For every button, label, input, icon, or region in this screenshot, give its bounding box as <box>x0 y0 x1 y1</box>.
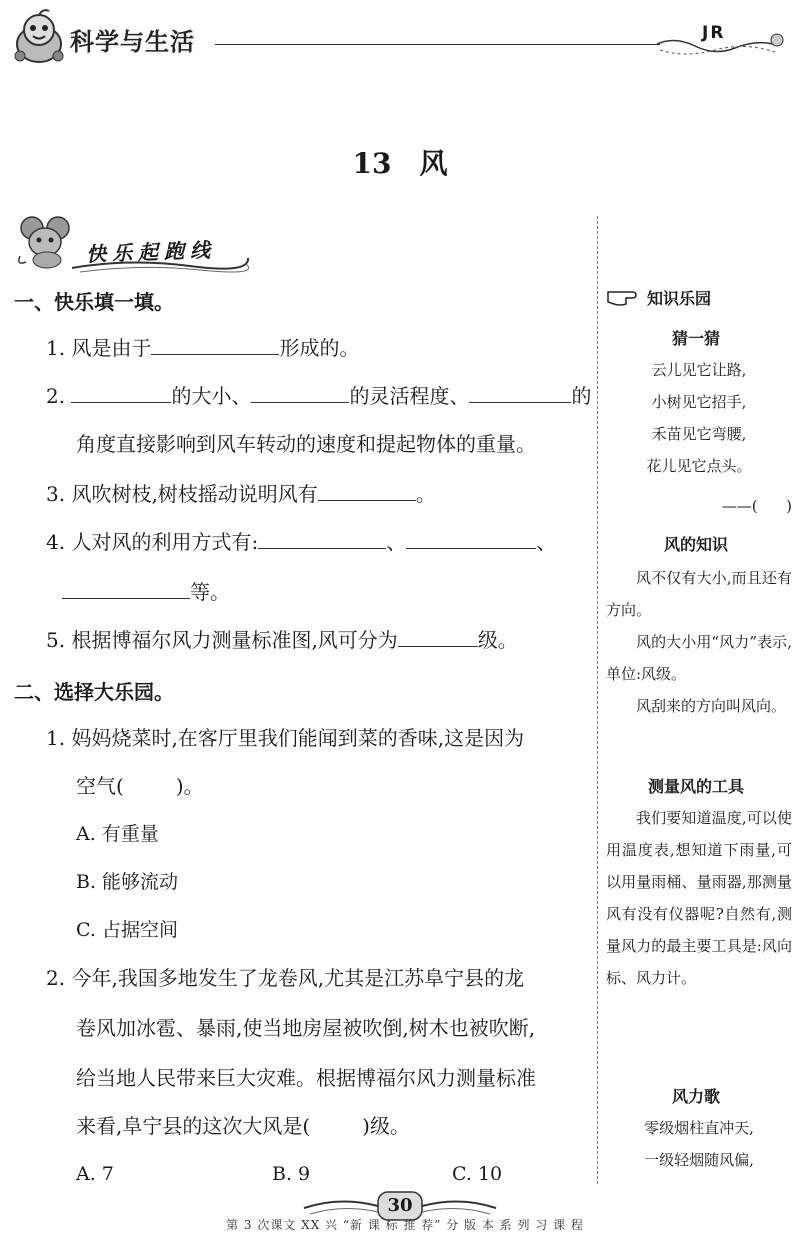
option-b[interactable]: B. 9 <box>272 1163 311 1185</box>
question-text: 级。 <box>477 628 518 652</box>
question-1-5 <box>46 626 518 654</box>
question-2-2 <box>46 964 524 992</box>
option-a[interactable]: A. 7 <box>76 1163 114 1185</box>
lesson-title <box>0 142 800 182</box>
question-1-4-continued <box>62 578 230 606</box>
lesson-number: 13 <box>352 147 392 180</box>
answer-blank[interactable] <box>151 334 279 355</box>
question-text: 。 <box>415 482 436 506</box>
paragraph: 风不仅有大小,而且还有方向。 <box>606 569 792 619</box>
section2-heading: 二、选择大乐园。 <box>14 680 174 704</box>
answer-blank[interactable] <box>398 626 478 647</box>
question-number: 2. <box>46 384 66 408</box>
tools-title: 测量风的工具 <box>647 777 744 796</box>
paragraph: 风的大小用“风力”表示,单位:风级。 <box>606 633 792 683</box>
riddle-line: 禾苗见它弯腰, <box>651 425 747 443</box>
song-line: 零级烟柱直冲天, <box>644 1119 754 1137</box>
question-number: 5. <box>46 628 66 652</box>
option-c[interactable]: C. 10 <box>452 1163 503 1185</box>
question-1-4 <box>46 528 556 556</box>
option-b[interactable]: B. 能够流动 <box>76 871 179 893</box>
pointing-hand-icon <box>606 286 646 308</box>
wind-knowledge-title: 风的知识 <box>663 535 728 554</box>
series-title: 科学与生活 <box>70 28 195 56</box>
question-number: 1. <box>46 726 66 750</box>
answer-blank[interactable] <box>318 480 416 501</box>
riddle-lines <box>606 354 792 482</box>
column-divider <box>597 216 598 1184</box>
banner-underline-decoration <box>70 250 250 274</box>
section1-heading: 一、快乐填一填。 <box>14 290 174 314</box>
question-1-1 <box>46 334 359 362</box>
riddle-line: 云儿见它让路, <box>651 361 747 379</box>
answer-blank[interactable] <box>62 578 190 599</box>
tools-text <box>606 802 792 994</box>
question-text: 等。 <box>190 580 230 604</box>
paragraph: 风刮来的方向叫风向。 <box>636 697 787 715</box>
edition-code: JR <box>702 23 726 43</box>
question-2-2-line3: 给当地人民带来巨大灾难。根据博福尔风力测量标准 <box>76 1066 536 1090</box>
answer-blank[interactable] <box>469 382 571 403</box>
question-text: 来看,阜宁县的这次大风是( <box>76 1114 311 1138</box>
option-a[interactable]: A. 有重量 <box>76 823 159 845</box>
question-text: )级。 <box>362 1114 410 1138</box>
question-text: 妈妈烧菜时,在客厅里我们能闻到菜的香味,这是因为 <box>71 726 525 750</box>
question-number: 4. <box>46 530 66 554</box>
question-text: 、 <box>386 530 407 554</box>
question-text: 风是由于 <box>71 336 152 360</box>
riddle-answer[interactable]: ——( ) <box>721 497 792 515</box>
option-c[interactable]: C. 占据空间 <box>76 919 178 941</box>
song-lines <box>606 1112 792 1176</box>
answer-blank[interactable] <box>406 528 536 549</box>
lesson-name: 风 <box>419 147 448 180</box>
question-text: 的 <box>571 384 592 408</box>
question-text: 空气( <box>76 774 124 798</box>
question-number: 1. <box>46 336 66 360</box>
question-text: )。 <box>175 774 204 798</box>
question-text: 风吹树枝,树枝摇动说明风有 <box>71 482 318 506</box>
question-text: 的大小、 <box>171 384 252 408</box>
banner-label: 快乐起跑线 <box>85 237 217 267</box>
question-1-3 <box>46 480 436 508</box>
question-1-2 <box>46 382 591 410</box>
question-2-1 <box>46 724 524 752</box>
mascot-logo <box>8 6 70 68</box>
question-number: 3. <box>46 482 66 506</box>
paragraph: 我们要知道温度,可以使用温度表,想知道下雨量,可以用量雨桶、量雨器,那测量风有没有仪器呢?自然有,测量风力的最主要工具是:风向标、风力计。 <box>606 809 792 987</box>
answer-blank[interactable] <box>71 382 171 403</box>
footer-tagline: 第 3 次课文 XX 兴 “新 课 标 推 荐” 分 版 本 系 列 习 课 程 <box>226 1218 584 1232</box>
question-2-1-continued <box>76 772 204 800</box>
song-title: 风力歌 <box>671 1087 720 1106</box>
riddle-line: 花儿见它点头。 <box>646 457 752 475</box>
question-2-2-line2: 卷风加冰雹、暴雨,使当地房屋被吹倒,树木也被吹断, <box>76 1016 536 1040</box>
song-line: 一级轻烟随风偏, <box>644 1151 754 1169</box>
answer-blank[interactable] <box>258 528 386 549</box>
header-rule <box>215 44 660 45</box>
page-number: 30 <box>387 1195 413 1216</box>
question-2-2-line4 <box>76 1112 410 1140</box>
question-text: 今年,我国多地发生了龙卷风,尤其是江苏阜宁县的龙 <box>71 966 525 990</box>
wind-knowledge-text <box>606 562 792 722</box>
riddle-line: 小树见它招手, <box>651 393 747 411</box>
question-text: 形成的。 <box>279 336 360 360</box>
question-text: 、 <box>536 530 557 554</box>
answer-blank[interactable] <box>251 382 349 403</box>
riddle-title: 猜一猜 <box>671 329 720 348</box>
question-number: 2. <box>46 966 66 990</box>
question-text: 人对风的利用方式有: <box>71 530 259 554</box>
question-1-2-continued: 角度直接影响到风车转动的速度和提起物体的重量。 <box>76 432 536 456</box>
sidebar-heading: 知识乐园 <box>647 289 712 308</box>
question-text: 根据博福尔风力测量标准图,风可分为 <box>71 628 398 652</box>
question-text: 的灵活程度、 <box>349 384 470 408</box>
